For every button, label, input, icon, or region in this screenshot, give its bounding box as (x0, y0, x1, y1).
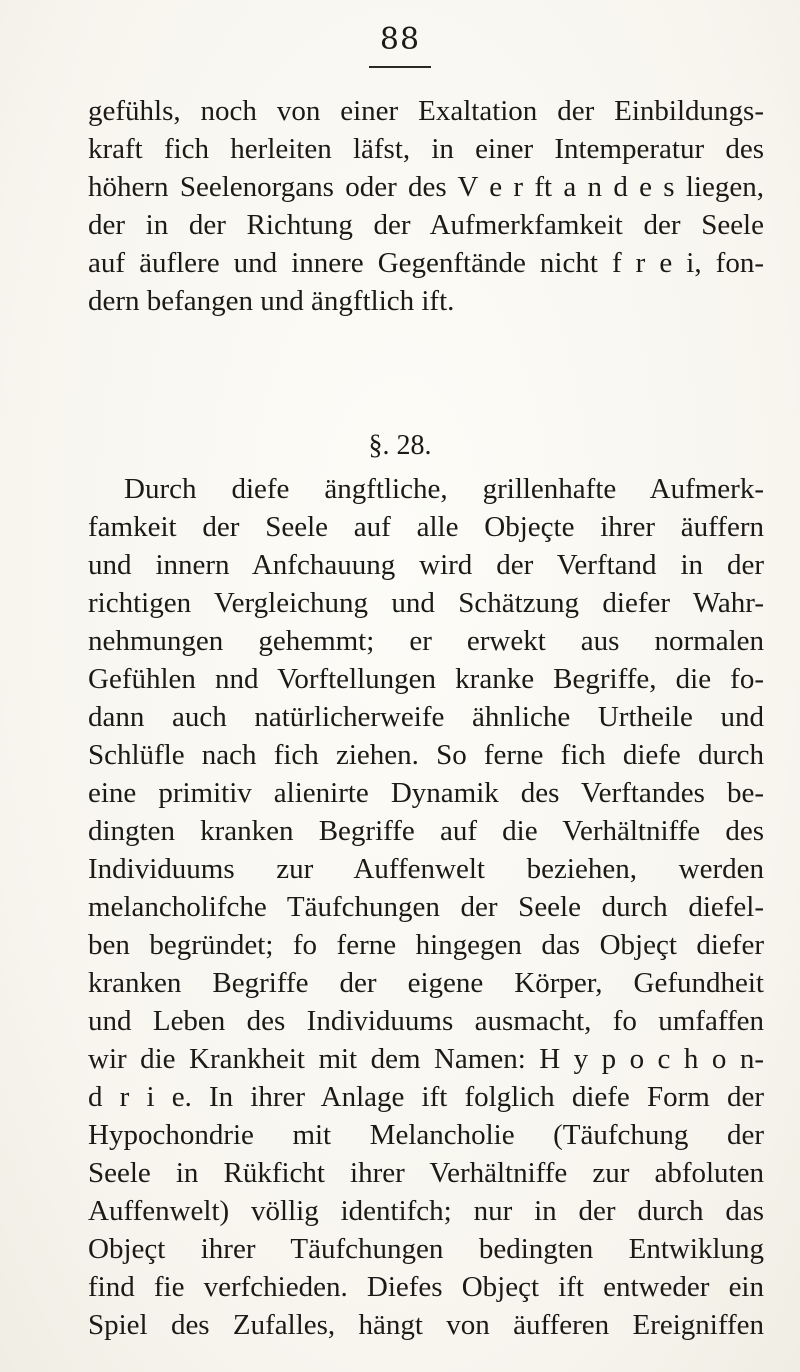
text-line: gefühls, noch von einer Exaltation der Einbildungs- (88, 95, 764, 127)
text-line: Hypochondrie mit Melancholie (Täufchung der (88, 1119, 764, 1151)
text-line: Individuums zur Auffenwelt beziehen, werden (88, 853, 764, 885)
text-line: d r i e. In ihrer Anlage ift folglich diefe Form der (88, 1081, 764, 1113)
paragraph-section-28 (88, 470, 764, 1344)
text-line: höhern Seelenorgans oder des V e r ft a n d e s liegen, (88, 171, 764, 203)
text-line: richtigen Vergleichung und Schätzung diefer Wahr- (88, 587, 764, 619)
text-line: kranken Begriffe der eigene Körper, Gefundheit (88, 967, 764, 999)
page-number: 88 (379, 22, 421, 57)
text-line: Durch diefe ängftliche, grillenhafte Aufmerk- (124, 473, 764, 505)
text-line: Spiel des Zufalles, hängt von äufferen Ereigniffen (88, 1309, 764, 1341)
text-line: ben begründet; fo ferne hingegen das Objeçt diefer (88, 929, 764, 961)
paragraph-continued (88, 92, 764, 320)
text-line: Objeçt ihrer Täufchungen bedingten Entwiklung (88, 1233, 764, 1265)
text-line: und innern Anfchauung wird der Verftand in der (88, 549, 764, 581)
text-line: dann auch natürlicherweife ähnliche Urtheile und (88, 701, 764, 733)
text-line: auf äuflere und innere Gegenftände nicht f r e i, fon- (88, 247, 764, 279)
text-line: Seele in Rükficht ihrer Verhältniffe zur abfoluten (88, 1157, 764, 1189)
text-line: wir die Krankheit mit dem Namen: H y p o c h o n- (88, 1043, 764, 1075)
text-line: nehmungen gehemmt; er erwekt aus normalen (88, 625, 764, 657)
text-line: dingten kranken Begriffe auf die Verhältniffe des (88, 815, 764, 847)
text-line: find fie verfchieden. Diefes Objeçt ift entweder ein (88, 1271, 764, 1303)
page-number-rule (369, 66, 431, 68)
text-line: dern befangen und ängftlich ift. (88, 285, 455, 317)
text-line: Gefühlen nnd Vorftellungen kranke Begriffe, die fo- (88, 663, 764, 695)
text-line: kraft fich herleiten läfst, in einer Intemperatur des (88, 133, 764, 165)
text-line: Auffenwelt) völlig identifch; nur in der durch das (88, 1195, 764, 1227)
text-line: und Leben des Individuums ausmacht, fo umfaffen (88, 1005, 764, 1037)
section-heading: §. 28. (368, 430, 432, 461)
text-line: der in der Richtung der Aufmerkfamkeit der Seele (88, 209, 764, 241)
text-line: eine primitiv alienirte Dynamik des Verftandes be- (88, 777, 764, 809)
text-line: Schlüfle nach fich ziehen. So ferne fich diefe durch (88, 739, 764, 771)
text-line: famkeit der Seele auf alle Objeçte ihrer äuffern (88, 511, 764, 543)
text-line: melancholifche Täufchungen der Seele durch diefel- (88, 891, 764, 923)
